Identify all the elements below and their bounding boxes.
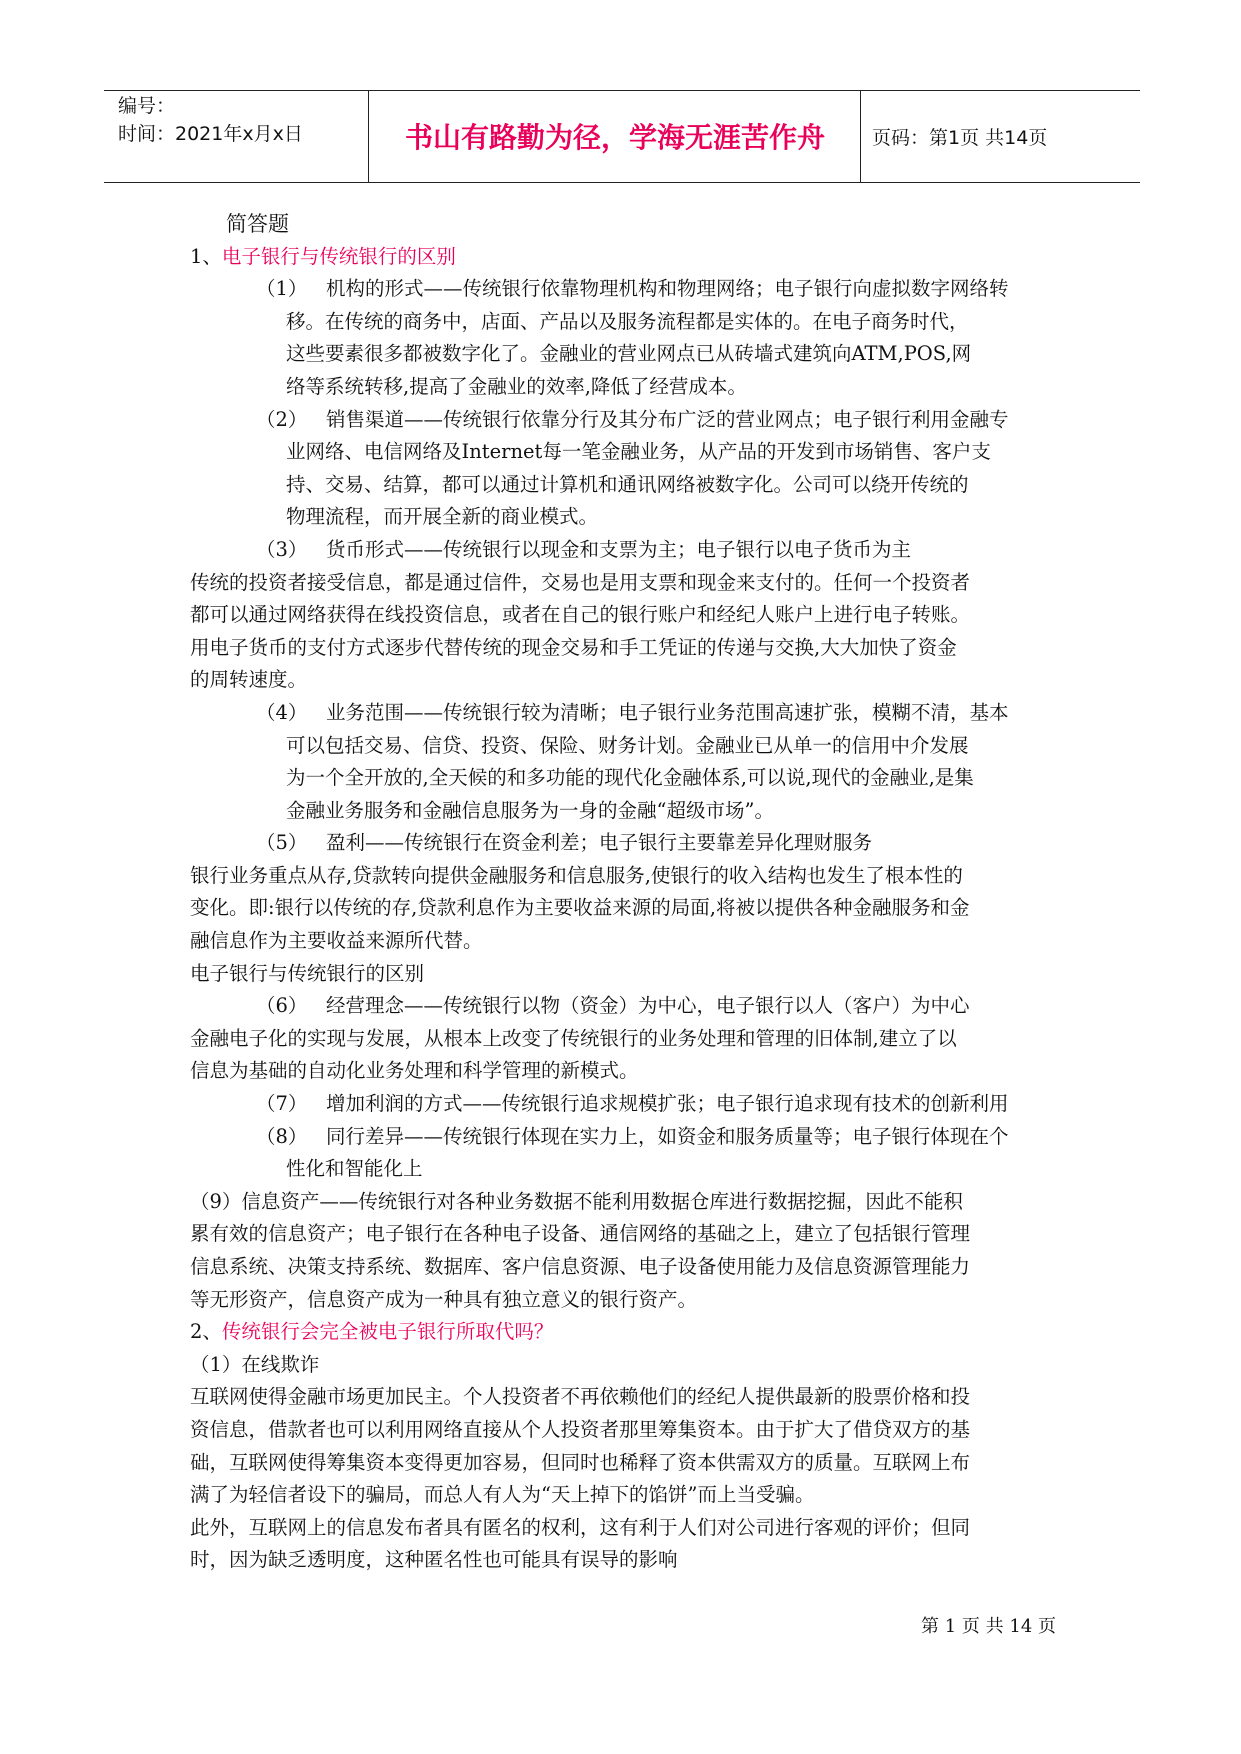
item-text: 为一个全开放的,全天候的和多功能的现代化金融体系,可以说,现代的金融业,是集 [286,766,974,790]
paragraph-line: 资信息，借款者也可以利用网络直接从个人投资者那里筹集资本。由于扩大了借贷双方的基 [190,1417,971,1441]
item-text: 性化和智能化上 [286,1157,423,1181]
question-2-text: 传统银行会完全被电子银行所取代吗？ [221,1320,554,1344]
item-text: 金融业务服务和金融信息服务为一身的金融“超级市场”。 [286,798,774,822]
paragraph-line: 满了为轻信者设下的骗局，而总人有人为“天上掉下的馅饼”而上当受骗。 [190,1483,815,1507]
list-item [190,404,1070,437]
list-item [190,990,1070,1023]
item-text: 同行差异——传统银行体现在实力上，如资金和服务质量等；电子银行体现在个 [326,1124,1009,1148]
number-label: 编号： [118,95,176,117]
paragraph-line: 等无形资产，信息资产成为一种具有独立意义的银行资产。 [190,1287,698,1311]
paragraph-line: 金融电子化的实现与发展，从根本上改变了传统银行的业务处理和管理的旧体制,建立了以 [190,1026,957,1050]
page-indicator: 页码：第1页 共14页 [872,126,1048,149]
paragraph-line: 用电子货币的支付方式逐步代替传统的现金交易和手工凭证的传递与交换,大大加快了资金 [190,635,957,659]
item-number: （5） [256,831,308,855]
header-bottom-rule [104,182,1140,183]
time-label: 时间：2021年x月x日 [118,123,303,145]
item-text: 业务范围——传统银行较为清晰；电子银行业务范围高速扩张，模糊不清，基本 [326,700,1009,724]
item-text: 增加利润的方式——传统银行追求规模扩张；电子银行追求现有技术的创新利用 [326,1092,1009,1116]
item-text: 这些要素很多都被数字化了。金融业的营业网点已从砖墙式建筑向ATM,POS,网 [286,342,972,366]
item-number: （3） [256,537,308,561]
question-1-text: 电子银行与传统银行的区别 [221,244,456,268]
list-item [190,697,1070,730]
item-text: 销售渠道——传统银行依靠分行及其分布广泛的营业网点；电子银行利用金融专 [326,407,1009,431]
paragraph-line: 变化。即:银行以传统的存,贷款利息作为主要收益来源的局面,将被以提供各种金融服务和金 [190,896,970,920]
paragraph-line: 信息系统、决策支持系统、数据库、客户信息资源、电子设备使用能力及信息资源管理能力 [190,1255,971,1278]
sub-heading: （1）在线欺诈 [190,1352,320,1376]
header-divider-right [860,90,861,182]
item-number: （2） [256,407,308,431]
paragraph-line: 此外，互联网上的信息发布者具有匿名的权利，这有利于人们对公司进行客观的评价；但同 [190,1515,971,1539]
paragraph-line: 础，互联网使得筹集资本变得更加容易，但同时也稀释了资本供需双方的质量。互联网上布 [190,1450,971,1474]
paragraph-line: 都可以通过网络获得在线投资信息，或者在自己的银行账户和经纪人账户上进行电子转账。 [190,603,971,627]
question-1-number: 1、 [190,244,222,268]
item-text: 可以包括交易、信贷、投资、保险、财务计划。金融业已从单一的信用中介发展 [286,733,969,757]
header-divider-left [368,90,369,182]
item-text: 持、交易、结算，都可以通过计算机和通讯网络被数字化。公司可以绕开传统的 [286,472,969,496]
document-body [190,208,1070,1577]
list-item [190,827,1070,860]
paragraph-line: 传统的投资者接受信息，都是通过信件，交易也是用支票和现金来支付的。任何一个投资者 [190,570,971,594]
item-text: 业网络、电信网络及Internet每一笔金融业务，从产品的开发到市场销售、客户支 [286,440,991,464]
item-number: （7） [256,1092,308,1116]
page-footer: 第 1 页 共 14 页 [921,1616,1056,1637]
list-item [190,1088,1070,1121]
item-number: （8） [256,1124,308,1148]
paragraph-line: 信息为基础的自动化业务处理和科学管理的新模式。 [190,1059,639,1083]
item-number: （6） [256,994,308,1018]
paragraph-line: 累有效的信息资产；电子银行在各种电子设备、通信网络的基础之上，建立了包括银行管理 [190,1222,971,1246]
item-text: 货币形式——传统银行以现金和支票为主；电子银行以电子货币为主 [326,537,912,561]
paragraph-line: 的周转速度。 [190,668,308,692]
paragraph-line: 电子银行与传统银行的区别 [190,961,425,985]
item-text: 经营理念——传统银行以物（资金）为中心，电子银行以人（客户）为中心 [326,994,970,1018]
item-text: 移。在传统的商务中，店面、产品以及服务流程都是实体的。在电子商务时代， [286,309,969,333]
paragraph-line: 银行业务重点从存,贷款转向提供金融服务和信息服务,使银行的收入结构也发生了根本性的 [190,863,963,887]
question-2-number: 2、 [190,1320,222,1344]
item-text: 络等系统转移,提高了金融业的效率,降低了经营成本。 [286,374,747,398]
item-number: （1） [256,277,308,301]
item-text: 物理流程，而开展全新的商业模式。 [286,505,599,529]
question-1-heading [190,241,1070,274]
item-number: （4） [256,700,308,724]
item-text: 盈利——传统银行在资金利差；电子银行主要靠差异化理财服务 [326,831,873,855]
list-item [190,1121,1070,1154]
paragraph-line: （9）信息资产——传统银行对各种业务数据不能利用数据仓库进行数据挖掘，因此不能积 [190,1189,963,1213]
paragraph-line: 融信息作为主要收益来源所代替。 [190,929,483,953]
list-item [190,534,1070,567]
question-2-heading [190,1316,1070,1349]
list-item [190,273,1070,306]
header-info [118,92,303,148]
section-title: 简答题 [226,212,289,236]
paragraph-line: 时，因为缺乏透明度，这种匿名性也可能具有误导的影响 [190,1548,678,1572]
item-text: 机构的形式——传统银行依靠物理机构和物理网络；电子银行向虚拟数字网络转 [326,277,1009,301]
header-motto: 书山有路勤为径，学海无涯苦作舟 [404,121,825,154]
paragraph-line: 互联网使得金融市场更加民主。个人投资者不再依赖他们的经纪人提供最新的股票价格和投 [190,1385,971,1409]
